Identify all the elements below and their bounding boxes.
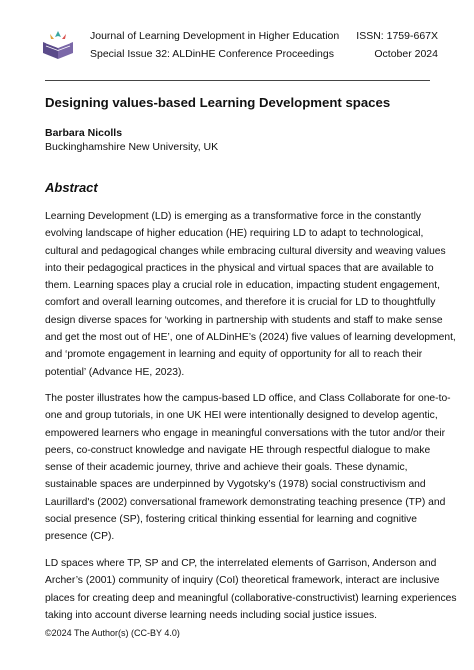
- text-line: and ‘promote engagement in learning and equity of opportunity for all to reach their: [45, 349, 423, 361]
- text-line: presence (CP).: [45, 531, 115, 543]
- abstract-paragraph: [45, 555, 457, 624]
- copyright-footer: ©2024 The Author(s) (CC-BY 4.0): [45, 628, 180, 638]
- text-line: Archer’s (2001) community of inquiry (CoI) theoretical framework, interact are inclusive: [45, 575, 440, 587]
- text-line: design diverse spaces for ‘working in partnership with students and staff to make sense: [45, 314, 443, 326]
- text-line: evolving landscape of higher education (HE) requiring LD to adapt to technological,: [45, 228, 424, 240]
- text-line: places for creating deep and meaningful (collaborative-constructivist) learning experiences: [45, 592, 457, 604]
- text-line: comfort and overall learning outcomes, and therefore it is crucial for LD to thoughtfully: [45, 297, 436, 309]
- text-line: taking into account diverse learning needs including social justice issues.: [45, 609, 377, 621]
- text-line: LD spaces where TP, SP and CP, the interrelated elements of Garrison, Anderson and: [45, 558, 437, 569]
- issue-date: October 2024: [374, 48, 438, 60]
- text-line: potential’ (Advance HE, 2023).: [45, 366, 185, 378]
- text-line: them. Learning spaces play a crucial role in education, impacting student engagement,: [45, 280, 440, 292]
- author-name: Barbara Nicolls: [45, 127, 123, 139]
- text-line: cultural and pedagogical changes while embracing cultural diversity and weaving values: [45, 245, 446, 257]
- text-line: and get the most out of HE’, one of ALDinHE’s (2024) five values of learning development,: [45, 332, 456, 344]
- text-line: sense of their academic journey, thrive and achieve their goals. These dynamic,: [45, 462, 408, 474]
- journal-name: Journal of Learning Development in Higher Education: [90, 30, 340, 42]
- text-line: social presence (SP), fostering critical thinking essential for learning and cognitive: [45, 514, 418, 526]
- article-title: Designing values-based Learning Development spaces: [45, 95, 391, 110]
- abstract-heading: Abstract: [45, 180, 98, 195]
- special-issue: Special Issue 32: ALDinHE Conference Proceedings: [90, 48, 334, 60]
- text-line: Learning Development (LD) is emerging as a transformative force in the constantly: [45, 211, 422, 222]
- text-line: Laurillard's (2002) conversational framework demonstrating teaching presence (TP) and: [45, 496, 446, 508]
- journal-header: [40, 26, 440, 66]
- text-line: peers, co-construct knowledge and navigate HE through respectful dialogue to make: [45, 444, 431, 456]
- text-line: empowered learners who engage in meaningful conversations with the tutor and/or their: [45, 427, 446, 439]
- journal-logo-icon: [40, 28, 76, 62]
- text-line: sustainable spaces are underpinned by Vygotsky’s (1978) social constructivism and: [45, 479, 426, 491]
- header-divider: [45, 80, 430, 81]
- issn: ISSN: 1759-667X: [356, 30, 438, 42]
- text-line: into their pedagogical practices in the physical and virtual spaces that are available to: [45, 262, 434, 274]
- text-line: The poster illustrates how the campus-based LD office, and Class Collaborate for one-to-: [45, 393, 451, 404]
- author-affiliation: Buckinghamshire New University, UK: [45, 141, 219, 153]
- abstract-paragraph: [45, 208, 456, 381]
- abstract-paragraph: [45, 390, 451, 546]
- text-line: one and group tutorials, in one UK HEI were intentionally designed to develop agentic,: [45, 410, 438, 422]
